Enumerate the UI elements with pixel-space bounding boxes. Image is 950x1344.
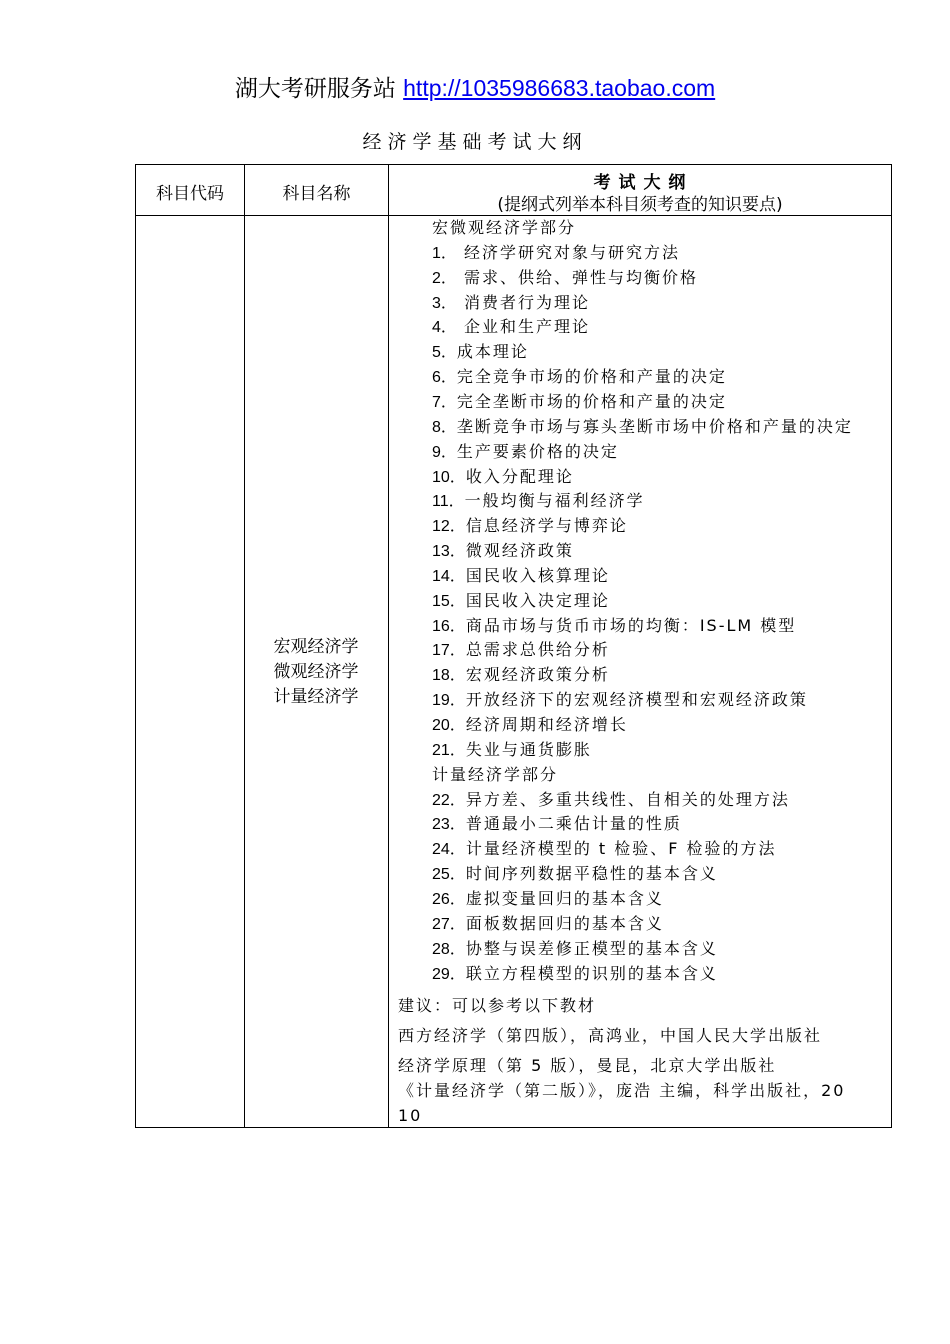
outline-item-text: 收入分配理论 — [465, 466, 574, 486]
outline-item — [432, 591, 610, 612]
outline-item — [432, 491, 645, 512]
outline-item-number: 25． — [432, 866, 466, 884]
outline-item-number: 11． — [432, 493, 465, 511]
outline-item-text: 宏微观经济学部分 — [432, 218, 577, 237]
outline-item-number: 9． — [432, 443, 457, 461]
outline-item — [432, 839, 777, 860]
header-outline-sub: (提纲式列举本科目须考查的知识要点) — [497, 195, 783, 215]
outline-section-heading — [432, 765, 558, 785]
outline-item-number: 14． — [432, 567, 466, 585]
table-border-top — [135, 164, 892, 165]
outline-item — [432, 864, 718, 885]
outline-item — [432, 442, 619, 463]
subject-name: 计量经济学 — [273, 687, 359, 707]
outline-item-number: 12． — [432, 518, 466, 536]
outline-item-number: 26． — [432, 890, 466, 908]
table-border-right — [891, 164, 892, 1128]
header-subject-name: 科目名称 — [282, 184, 351, 204]
outline-item-number: 19． — [432, 692, 466, 710]
outline-item — [432, 939, 718, 960]
table-col-divider-2 — [388, 164, 389, 1128]
outline-item — [432, 293, 590, 314]
header-subject-code: 科目代码 — [156, 184, 224, 204]
outline-item — [432, 243, 680, 264]
outline-item-text: 成本理论 — [456, 342, 529, 362]
outline-item-text: 消费者行为理论 — [456, 292, 590, 312]
outline-item — [432, 367, 727, 388]
outline-item-number: 15． — [432, 592, 466, 610]
outline-item — [432, 690, 808, 711]
outline-item-text: 面板数据回归的基本含义 — [465, 913, 664, 933]
outline-item-number: 10． — [432, 468, 466, 486]
outline-item — [432, 541, 574, 562]
outline-item-number: 18． — [432, 667, 466, 685]
outline-item-text: 一般均衡与福利经济学 — [464, 491, 645, 511]
outline-item — [432, 914, 664, 935]
outline-item-number: 22． — [432, 791, 466, 809]
outline-item — [432, 665, 610, 686]
outline-item — [432, 740, 592, 761]
outline-item-number: 7． — [432, 393, 457, 411]
outline-item-number: 13． — [432, 543, 466, 561]
outline-item — [432, 268, 698, 289]
outline-item-number: 29． — [432, 965, 466, 983]
header-outline: 考 试 大 纲 — [593, 173, 687, 193]
outline-item-text: 计量经济学部分 — [432, 764, 559, 784]
outline-item-number: 5． — [432, 344, 457, 362]
outline-item-number: 24． — [432, 841, 466, 859]
outline-item — [432, 392, 727, 413]
outline-item-text: 开放经济下的宏观经济模型和宏观经济政策 — [465, 690, 808, 710]
table-border-left — [135, 164, 136, 1128]
outline-item-text: 失业与通货膨胀 — [465, 739, 592, 759]
outline-item-text: 企业和生产理论 — [456, 317, 590, 337]
outline-item-number: 21． — [432, 741, 466, 759]
outline-item-text: 虚拟变量回归的基本含义 — [465, 888, 664, 908]
outline-item-text: 垄断竞争市场与寡头垄断市场中价格和产量的决定 — [456, 416, 853, 436]
outline-item-text: 国民收入决定理论 — [465, 590, 610, 610]
book-item: 10 — [398, 1106, 423, 1125]
outline-item-number: 4． — [432, 319, 457, 337]
outline-item-number: 8． — [432, 418, 457, 436]
outline-item — [432, 814, 682, 835]
outline-item-number: 17． — [432, 642, 466, 660]
outline-item-text: 协整与误差修正模型的基本含义 — [465, 938, 718, 958]
outline-section-heading — [432, 218, 576, 238]
outline-item — [432, 889, 664, 910]
outline-item — [432, 616, 796, 637]
outline-item-text: 完全竞争市场的价格和产量的决定 — [456, 367, 727, 387]
outline-item-text: 总需求总供给分析 — [465, 640, 610, 660]
outline-item — [432, 566, 610, 587]
outline-item-number: 1． — [432, 244, 457, 262]
subject-name: 微观经济学 — [273, 662, 359, 682]
outline-item-text: 信息经济学与博弈论 — [465, 516, 628, 536]
outline-item — [432, 467, 574, 488]
outline-item-text: 时间序列数据平稳性的基本含义 — [465, 864, 718, 884]
outline-item-text: 国民收入核算理论 — [465, 565, 610, 585]
outline-item-text: 经济周期和经济增长 — [465, 715, 628, 734]
outline-item — [432, 640, 610, 661]
table-header-divider — [135, 215, 892, 216]
outline-item — [432, 417, 853, 438]
outline-item-text: 计量经济模型的 t 检验、F 检验的方法 — [465, 839, 777, 859]
shop-link[interactable]: http://1035986683.taobao.com — [403, 75, 716, 101]
outline-item-number: 6． — [432, 369, 457, 387]
subject-list — [244, 635, 388, 710]
site-header — [0, 70, 950, 103]
outline-item-text: 完全垄断市场的价格和产量的决定 — [456, 391, 727, 411]
outline-item — [432, 516, 628, 537]
page-title: 经济学基础考试大纲 — [362, 131, 588, 153]
outline-item — [432, 715, 628, 736]
advice-text: 建议：可以参考以下教材 — [398, 996, 597, 1015]
outline-item-text: 商品市场与货币市场的均衡：IS-LM 模型 — [465, 615, 797, 635]
outline-item — [432, 964, 718, 985]
outline-item-number: 23． — [432, 816, 466, 834]
book-item: 《计量经济学（第二版）》，庞浩 主编，科学出版社，20 — [398, 1081, 846, 1100]
outline-item — [432, 790, 790, 811]
outline-item — [432, 342, 529, 363]
site-name: 湖大考研服务站 — [234, 76, 396, 102]
outline-item-text: 需求、供给、弹性与均衡价格 — [456, 267, 698, 287]
outline-item-number: 2． — [432, 269, 457, 287]
outline-item-number: 16． — [432, 617, 466, 635]
outline-item-text: 联立方程模型的识别的基本含义 — [465, 963, 718, 983]
outline-item-text: 异方差、多重共线性、自相关的处理方法 — [465, 789, 790, 809]
outline-item-text: 经济学研究对象与研究方法 — [456, 242, 680, 262]
outline-item-number: 27． — [432, 915, 466, 933]
outline-item-text: 微观经济政策 — [465, 541, 574, 561]
outline-item-text: 普通最小二乘估计量的性质 — [465, 814, 682, 834]
outline-item-number: 28． — [432, 940, 466, 958]
book-item: 西方经济学（第四版），高鸿业，中国人民大学出版社 — [398, 1026, 823, 1045]
outline-item-number: 20． — [432, 717, 466, 734]
book-item: 经济学原理（第 5 版），曼昆，北京大学出版社 — [398, 1056, 777, 1075]
outline-item-text: 生产要素价格的决定 — [456, 441, 619, 461]
table-border-bottom — [135, 1127, 892, 1128]
outline-item-number: 3． — [432, 294, 457, 312]
outline-item-text: 宏观经济政策分析 — [465, 665, 610, 685]
subject-name: 宏观经济学 — [273, 637, 359, 657]
outline-item — [432, 317, 590, 338]
